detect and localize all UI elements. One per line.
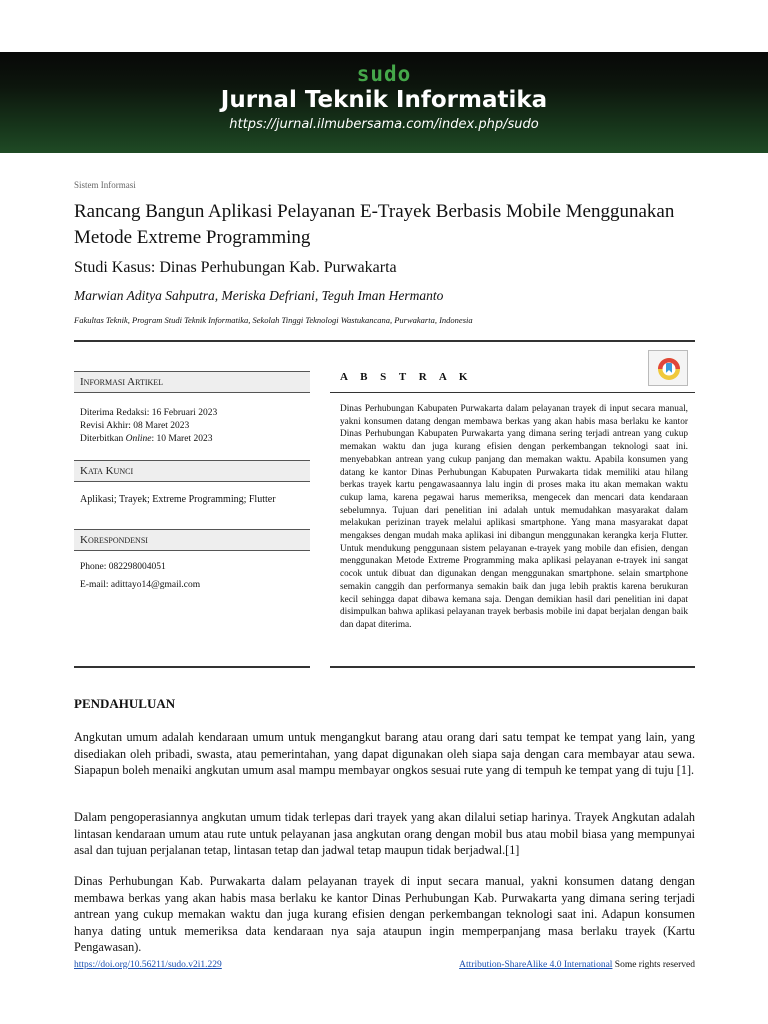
phone: Phone: 082298004051 [80, 562, 166, 572]
crossmark-button[interactable] [648, 350, 688, 386]
doi-link[interactable]: https://doi.org/10.56211/sudo.v2i1.229 [74, 960, 222, 970]
keywords-heading: Kata Kunci [74, 460, 310, 482]
published-prefix: Diterbitkan [80, 434, 126, 444]
abstract-text: Dinas Perhubungan Kabupaten Purwakarta dalam pelayanan trayek di input secara manual, yakni konsumen datang dengan membawa berkas yang akan habis masa berlaku ke kantor Dinas Perhubungan Kabupaten Purwakarta yang dimana sering terjadi antrean yang cukup memakan waktu dan juga kurang efisien dengan perkembangan teknologi saat ini. menyebabkan antrean yang cukup panjang dan memakan waktu. Apabila konsumen yang datang ke kantor Dinas Perhubungan Kabupaten Purwakarta tidak memiliki atau hilang berkas trayek kartu pengawasaannya lalu ingin di proses maka itu akan memakan waktu cukup lama, karena pegawai harus memeriksa, mengecek dan mencari data kendaraan sebelumnya. Tujuan dari penelitian ini adalah untuk memudahkan masyarakat dalam melakukan perizinan trayek melalui aplikasi smartphone. Yang mana masyarakat dapat mengakses dengan mudah maka aplikasi ini dibangun menggunakan kerangka kerja Flutter. Untuk mendukung penggunaan sistem pelayanan e-trayek yang mobile dan efisien, dengan menggunakan Metode Extreme Programming maka aplikasi pelayanan e-trayek ini sangat cocok untuk dibuat dan digunakan dengan menggunakan smartphone. selain smartphone semakin canggih dan performanya semakin baik dan juga lebih praktis karena berukuran kecil sehingga dapat dibawa kemana saja. Dengan demikian hasil dari penelitian ini dapat disimpulkan bahwa aplikasi pelayanan trayek berbasis mobile ini dapat berjalan dengan baik dan dapat diterima. [340, 404, 688, 630]
section-heading: PENDAHULUAN [74, 696, 176, 711]
journal-url[interactable]: https://jurnal.ilmubersama.com/index.php/sudo [229, 117, 539, 132]
journal-title: Jurnal Teknik Informatika [220, 87, 548, 113]
received-date: Diterima Redaksi: 16 Februari 2023 [80, 408, 218, 418]
crossmark-icon [657, 357, 681, 381]
section-label: Sistem Informasi [74, 180, 136, 190]
paragraph-2: Dalam pengoperasiannya angkutan umum tidak terlepas dari trayek yang akan dilalui setiap harinya. Trayek Angkutan adalah lintasan kendaraan umum atau rute untuk pelayanan jasa angkutan orang dengan mobil bus atau mobil biasa yang mempunyai asal dan tujuan perjalanan tetap, lintasan tetap dan jadwal tetap maupun tidak berjadwal.[1] [74, 810, 695, 857]
abstract-heading: A B S T R A K [340, 371, 473, 383]
article-authors: Marwian Aditya Sahputra, Meriska Defriani, Teguh Iman Hermanto [74, 288, 444, 303]
divider-abstract [330, 392, 695, 393]
published-value: : 10 Maret 2023 [151, 434, 213, 444]
published-word: Online [125, 434, 152, 444]
paragraph-1: Angkutan umum adalah kendaraan umum untuk mengangkut barang atau orang dari satu tempat ke tempat yang lain, yang disediakan oleh pribadi, swasta, atau pemerintahan, yang dapat digunakan oleh siapa saja dengan cara membayar atau sewa. Siapapun boleh menaiki angkutan umum asal mampu membayar ongkos sesuai rute yang di tempuh ke tempat yang di tuju [1]. [74, 730, 695, 777]
license-link[interactable]: Attribution-ShareAlike 4.0 International [459, 960, 613, 970]
revised-date: Revisi Akhir: 08 Maret 2023 [80, 421, 190, 431]
divider-top [74, 340, 695, 342]
published-date [80, 433, 305, 446]
license-suffix: Some rights reserved [612, 960, 695, 970]
email[interactable]: E-mail: adittayo14@gmail.com [80, 580, 201, 590]
paragraph-3: Dinas Perhubungan Kab. Purwakarta dalam pelayanan trayek di input secara manual, yakni konsumen datang dengan membawa berkas yang akan habis masa berlaku ke kantor Dinas Perhubungan Kab. Purwakarta yang dimana sering terjadi antrean yang cukup memakan waktu dan juga kurang efisien dengan perkembangan teknologi saat ini. Adapun konsumen hanya dating untuk memeriksa data kendaraan nya saja ataupun ingin memperpanjang masa berlaku trayek (Kartu Pengawasan). [74, 874, 695, 954]
journal-brand: sudo [356, 62, 412, 86]
correspondence-heading: Korespondensi [74, 529, 310, 551]
info-heading: Informasi Artikel [74, 371, 310, 393]
article-subtitle: Studi Kasus: Dinas Perhubungan Kab. Purwakarta [74, 259, 397, 276]
correspondence-info [80, 561, 305, 592]
keywords-text: Aplikasi; Trayek; Extreme Programming; Flutter [80, 494, 276, 505]
info-dates [80, 407, 305, 446]
license [459, 960, 695, 970]
divider-right-bottom [330, 666, 695, 668]
article-title: Rancang Bangun Aplikasi Pelayanan E-Trayek Berbasis Mobile Menggunakan Metode Extreme Programming [74, 201, 675, 248]
article-affiliation: Fakultas Teknik, Program Studi Teknik Informatika, Sekolah Tinggi Teknologi Wastukancana, Purwakarta, Indonesia [74, 315, 473, 325]
divider-left-bottom [74, 666, 310, 668]
